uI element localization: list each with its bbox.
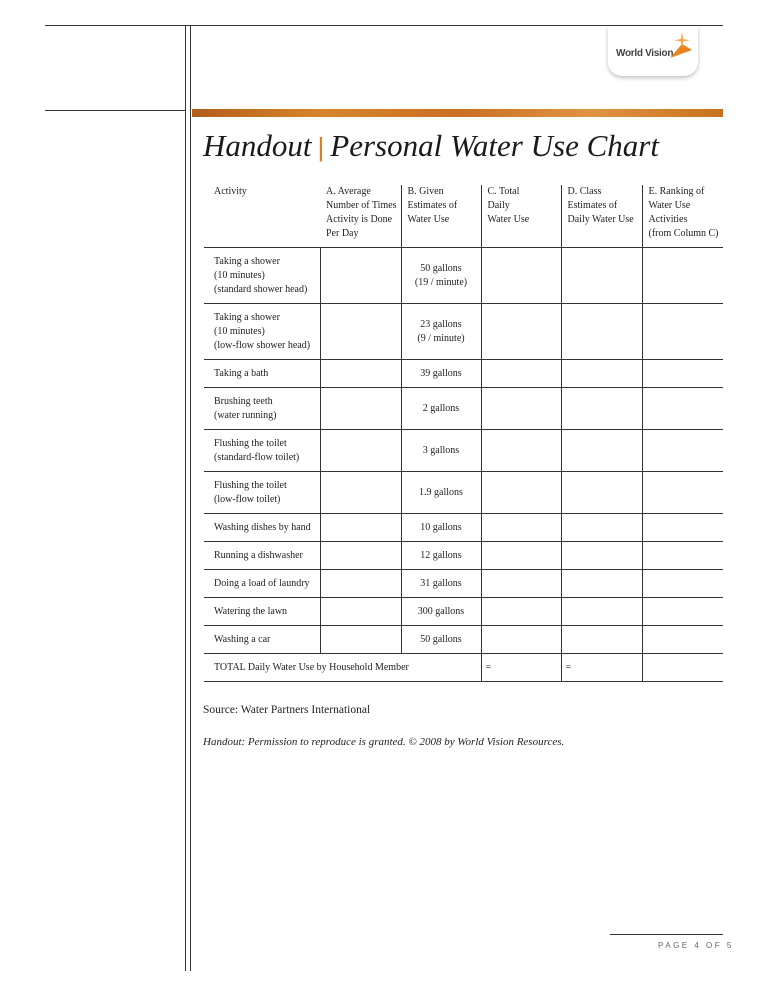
table-row: [204, 388, 723, 430]
decorative-orange-band: [192, 109, 723, 117]
text-line: Water Use: [487, 214, 530, 225]
given-estimate-cell: [401, 388, 481, 430]
class-estimate-cell[interactable]: [561, 360, 642, 388]
column-header: [642, 185, 723, 248]
average-times-cell[interactable]: [320, 598, 401, 626]
margin-double-line-left: [185, 25, 186, 971]
ranking-cell[interactable]: [642, 304, 723, 360]
activity-cell: [204, 304, 320, 360]
title-main: Personal Water Use Chart: [330, 128, 659, 163]
text-line: Activities: [648, 214, 688, 225]
class-estimate-cell[interactable]: [561, 304, 642, 360]
ranking-cell[interactable]: [642, 388, 723, 430]
average-times-cell[interactable]: [320, 542, 401, 570]
average-times-cell[interactable]: [320, 626, 401, 654]
title-prefix: Handout: [203, 128, 312, 163]
table-row: [204, 248, 723, 304]
total-daily-cell[interactable]: [481, 360, 561, 388]
total-daily-cell[interactable]: [481, 542, 561, 570]
table-row: [204, 430, 723, 472]
ranking-cell[interactable]: [642, 248, 723, 304]
text-line: Estimates of: [407, 200, 458, 211]
text-line: Washing a car: [214, 633, 271, 645]
ranking-cell[interactable]: [642, 542, 723, 570]
total-daily-cell[interactable]: [481, 304, 561, 360]
column-header: [320, 185, 401, 248]
margin-double-line-right: [190, 25, 191, 971]
total-daily-cell[interactable]: [481, 472, 561, 514]
text-line: 31 gallons: [420, 577, 462, 589]
average-times-cell[interactable]: [320, 570, 401, 598]
average-times-cell[interactable]: [320, 248, 401, 304]
class-estimate-cell[interactable]: [561, 430, 642, 472]
text-line: (10 minutes): [214, 325, 265, 337]
text-line: Activity is Done: [326, 214, 393, 225]
left-margin-rule: [45, 110, 185, 111]
logo-text: World Vision: [616, 48, 674, 59]
given-estimate-cell: [401, 626, 481, 654]
text-line: 12 gallons: [420, 549, 462, 561]
text-line: Per Day: [326, 228, 359, 239]
header-row: [204, 185, 723, 248]
text-line: Daily Water Use: [567, 214, 634, 225]
ranking-cell[interactable]: [642, 514, 723, 542]
given-estimate-cell: [401, 360, 481, 388]
class-estimate-cell[interactable]: [561, 514, 642, 542]
text-line: 39 gallons: [420, 367, 462, 379]
text-line: Watering the lawn: [214, 605, 288, 617]
class-estimate-cell[interactable]: [561, 542, 642, 570]
text-line: Doing a load of laundry: [214, 577, 310, 589]
ranking-cell[interactable]: [642, 626, 723, 654]
text-line: (water running): [214, 409, 277, 421]
text-line: 50 gallons: [420, 633, 462, 645]
activity-cell: [204, 248, 320, 304]
text-line: Flushing the toilet: [214, 437, 287, 449]
average-times-cell[interactable]: [320, 472, 401, 514]
text-line: B. Given: [407, 186, 444, 197]
text-line: C. Total: [487, 186, 520, 197]
star-cross-icon: [668, 30, 694, 60]
activity-cell: [204, 430, 320, 472]
text-line: (standard-flow toilet): [214, 451, 300, 463]
text-line: Daily: [487, 200, 510, 211]
class-estimate-cell[interactable]: [561, 598, 642, 626]
average-times-cell[interactable]: [320, 388, 401, 430]
activity-cell: [204, 360, 320, 388]
total-daily-cell[interactable]: [481, 570, 561, 598]
table-row: [204, 472, 723, 514]
average-times-cell[interactable]: [320, 304, 401, 360]
activity-cell: [204, 542, 320, 570]
page-title: [203, 128, 659, 164]
class-estimate-cell[interactable]: [561, 472, 642, 514]
text-line: Water Use: [407, 214, 450, 225]
table-row: [204, 360, 723, 388]
column-header: [561, 185, 642, 248]
average-times-cell[interactable]: [320, 430, 401, 472]
text-line: A. Average: [326, 186, 371, 197]
water-use-table: [204, 185, 723, 682]
title-separator: |: [317, 132, 325, 162]
class-estimate-cell[interactable]: [561, 248, 642, 304]
ranking-cell[interactable]: [642, 570, 723, 598]
text-line: Water Use: [648, 200, 691, 211]
total-daily-cell[interactable]: [481, 514, 561, 542]
activity-cell: [204, 472, 320, 514]
text-line: Brushing teeth: [214, 395, 273, 407]
text-line: Estimates of: [567, 200, 618, 211]
given-estimate-cell: [401, 430, 481, 472]
activity-cell: [204, 388, 320, 430]
class-estimate-cell[interactable]: [561, 626, 642, 654]
footer-rule: [610, 934, 723, 935]
text-line: (standard shower head): [214, 283, 308, 295]
text-line: Taking a shower: [214, 311, 280, 323]
text-line: Washing dishes by hand: [214, 521, 311, 533]
permission-note: Handout: Permission to reproduce is granted. © 2008 by World Vision Resources.: [203, 736, 565, 748]
total-label: TOTAL Daily Water Use by Household Member: [204, 654, 481, 682]
class-estimate-cell[interactable]: [561, 570, 642, 598]
column-header: [481, 185, 561, 248]
text-line: Flushing the toilet: [214, 479, 287, 491]
given-estimate-cell: [401, 570, 481, 598]
table-row: [204, 598, 723, 626]
total-daily-cell[interactable]: [481, 598, 561, 626]
activity-cell: [204, 598, 320, 626]
ranking-cell[interactable]: [642, 360, 723, 388]
given-estimate-cell: [401, 542, 481, 570]
given-estimate-cell: [401, 598, 481, 626]
total-col-e[interactable]: [642, 654, 723, 682]
total-daily-cell[interactable]: [481, 626, 561, 654]
total-col-d[interactable]: =: [561, 654, 642, 682]
table-row: [204, 570, 723, 598]
text-line: 1.9 gallons: [419, 486, 463, 498]
ranking-cell[interactable]: [642, 598, 723, 626]
table-row: [204, 514, 723, 542]
column-header: [204, 185, 320, 248]
text-line: Activity: [214, 186, 247, 197]
given-estimate-cell: [401, 248, 481, 304]
page-number: PAGE 4 OF 5: [658, 941, 734, 950]
text-line: 300 gallons: [417, 605, 465, 617]
activity-cell: [204, 514, 320, 542]
text-line: (low-flow shower head): [214, 339, 311, 351]
text-line: (9 / minute): [417, 332, 465, 344]
text-line: 10 gallons: [420, 521, 462, 533]
ranking-cell[interactable]: [642, 430, 723, 472]
column-header: [401, 185, 481, 248]
world-vision-logo: [608, 26, 698, 76]
table-row: [204, 626, 723, 654]
text-line: (10 minutes): [214, 269, 265, 281]
total-daily-cell[interactable]: [481, 248, 561, 304]
table-row: [204, 542, 723, 570]
total-col-c[interactable]: =: [481, 654, 561, 682]
total-daily-cell[interactable]: [481, 430, 561, 472]
total-daily-cell[interactable]: [481, 388, 561, 430]
class-estimate-cell[interactable]: [561, 388, 642, 430]
activity-cell: [204, 570, 320, 598]
given-estimate-cell: [401, 514, 481, 542]
text-line: (low-flow toilet): [214, 493, 281, 505]
text-line: D. Class: [567, 186, 602, 197]
given-estimate-cell: [401, 304, 481, 360]
activity-cell: [204, 626, 320, 654]
text-line: Number of Times: [326, 200, 397, 211]
ranking-cell[interactable]: [642, 472, 723, 514]
given-estimate-cell: [401, 472, 481, 514]
source-note: Source: Water Partners International: [203, 704, 371, 716]
average-times-cell[interactable]: [320, 514, 401, 542]
text-line: (from Column C): [648, 228, 719, 239]
text-line: (19 / minute): [414, 276, 468, 288]
average-times-cell[interactable]: [320, 360, 401, 388]
table-row: [204, 304, 723, 360]
text-line: E. Ranking of: [648, 186, 705, 197]
text-line: 2 gallons: [422, 402, 460, 414]
text-line: 23 gallons: [420, 318, 462, 330]
text-line: Running a dishwasher: [214, 549, 303, 561]
total-row: [204, 654, 723, 682]
text-line: Taking a shower: [214, 255, 280, 267]
text-line: 3 gallons: [422, 444, 460, 456]
text-line: Taking a bath: [214, 367, 269, 379]
text-line: 50 gallons: [420, 262, 462, 274]
